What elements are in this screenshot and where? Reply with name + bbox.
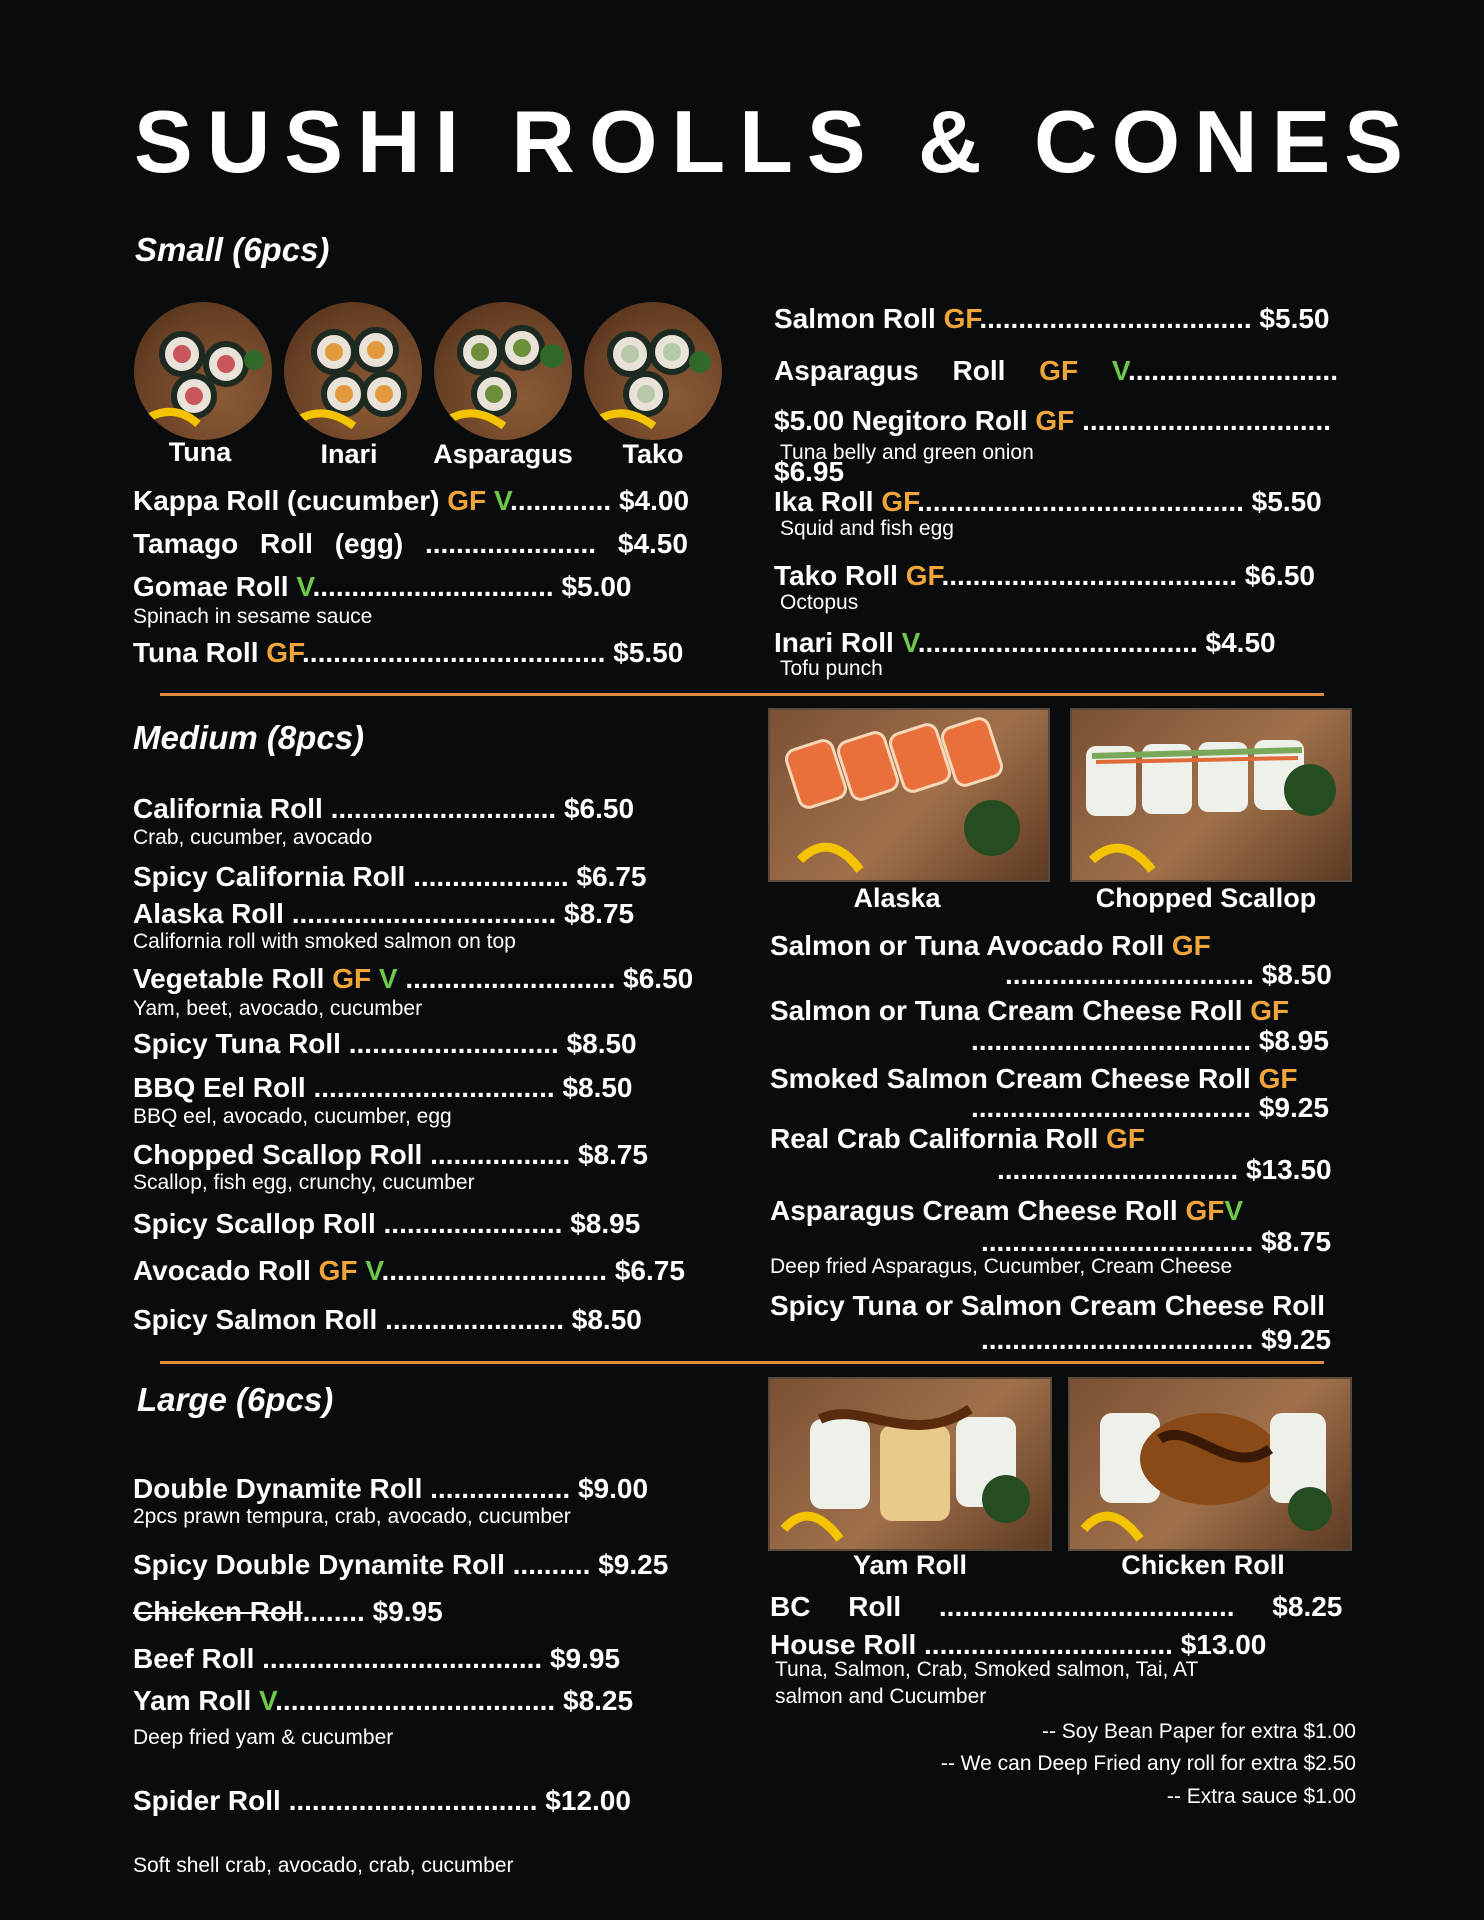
menu-item: Spicy California Roll .................... $6.75	[133, 861, 647, 892]
menu-item-description: Deep fried yam & cucumber	[133, 1726, 394, 1749]
menu-item: BBQ Eel Roll ............................... $8.50	[133, 1072, 633, 1103]
menu-item: Salmon or Tuna Avocado Roll GF	[770, 930, 1211, 961]
menu-item: Salmon or Tuna Cream Cheese Roll GF	[770, 995, 1290, 1026]
menu-item: Chicken Roll........ $9.95	[133, 1596, 443, 1627]
menu-item-description: Soft shell crab, avocado, crab, cucumber	[133, 1854, 514, 1877]
menu-item: $5.00 Negitoro Roll GF ................................	[774, 405, 1332, 436]
photo-caption-chopped-scallop: Chopped Scallop	[1095, 883, 1317, 913]
section-divider	[160, 1361, 1324, 1364]
page-title: SUSHI ROLLS & CONES	[134, 92, 1417, 191]
menu-item-description: Scallop, fish egg, crunchy, cucumber	[133, 1171, 475, 1194]
menu-item-price-line: ............................... $13.50	[997, 1154, 1332, 1185]
menu-item: Spicy Double Dynamite Roll .......... $9.25	[133, 1549, 669, 1580]
menu-item: Spicy Tuna or Salmon Cream Cheese Roll	[770, 1290, 1325, 1321]
menu-item: Kappa Roll (cucumber) GF V............. $4.00	[133, 485, 690, 516]
menu-item: Ika Roll GF.......................................... $5.50	[774, 486, 1322, 517]
menu-note: -- Soy Bean Paper for extra $1.00	[1041, 1720, 1356, 1743]
menu-item-description: Tofu punch	[780, 657, 883, 680]
photo-caption-yam-roll: Yam Roll	[852, 1550, 968, 1580]
tuna-roll-photo	[134, 302, 272, 440]
inari-roll-photo	[284, 302, 422, 440]
thumb-caption-inari: Inari	[320, 439, 378, 469]
yam-roll-photo	[768, 1377, 1052, 1551]
menu-item-description: Crab, cucumber, avocado	[133, 826, 373, 849]
menu-item-description: Octopus	[780, 591, 859, 614]
photo-caption-alaska: Alaska	[853, 883, 941, 913]
menu-item: Chopped Scallop Roll .................. $8.75	[133, 1139, 649, 1170]
menu-item-description: Squid and fish egg	[780, 517, 954, 540]
alaska-roll-photo	[768, 708, 1050, 882]
menu-item-price-line: ................................ $8.50	[1005, 959, 1332, 990]
menu-item: Asparagus Cream Cheese Roll GFV	[770, 1195, 1244, 1226]
menu-item: Spicy Salmon Roll ....................... $8.50	[133, 1304, 642, 1335]
menu-item-description: Spinach in sesame sauce	[133, 605, 373, 628]
thumb-caption-tako: Tako	[622, 439, 684, 469]
menu-item: Vegetable Roll GF V ........................... $6.50	[133, 963, 694, 994]
chicken-roll-photo	[1068, 1377, 1352, 1551]
menu-item: Real Crab California Roll GF	[770, 1123, 1145, 1154]
menu-item: Tamago Roll (egg) ...................... $4.50	[133, 528, 688, 559]
photo-caption-chicken-roll: Chicken Roll	[1121, 1550, 1285, 1580]
menu-item: Beef Roll .................................... $9.95	[133, 1643, 621, 1674]
menu-item-description: Yam, beet, avocado, cucumber	[133, 997, 423, 1020]
menu-item: House Roll ................................ $13.00	[770, 1629, 1267, 1660]
menu-item: Double Dynamite Roll .................. $9.00	[133, 1473, 649, 1504]
thumb-caption-tuna: Tuna	[168, 437, 232, 467]
menu-item-price: $6.95	[774, 456, 845, 487]
menu-item: Salmon Roll GF................................... $5.50	[774, 303, 1330, 334]
menu-item: Yam Roll V.................................... $8.25	[133, 1685, 634, 1716]
menu-item-price-line: .................................... $9.25	[971, 1092, 1329, 1123]
menu-item: Tuna Roll GF....................................... $5.50	[133, 637, 684, 668]
section-heading-medium: Medium (8pcs)	[133, 719, 365, 756]
menu-item: Tako Roll GF...................................... $6.50	[774, 560, 1315, 591]
tako-roll-photo	[584, 302, 722, 440]
menu-item-description: California roll with smoked salmon on top	[133, 930, 516, 953]
section-heading-small: Small (6pcs)	[135, 231, 330, 268]
chopped-scallop-roll-photo	[1070, 708, 1352, 882]
thumb-caption-asparagus: Asparagus	[433, 439, 573, 469]
menu-item: California Roll ............................. $6.50	[133, 793, 635, 824]
menu-item-description: Tuna belly and green onion	[780, 441, 1034, 464]
menu-item: Avocado Roll GF V............................. $6.75	[133, 1255, 685, 1286]
menu-item-price-line: ................................... $8.75	[981, 1226, 1332, 1257]
menu-item: BC Roll ...................................... $8.25	[770, 1591, 1343, 1622]
section-heading-large: Large (6pcs)	[137, 1381, 334, 1418]
menu-item: Inari Roll V.................................... $4.50	[774, 627, 1276, 658]
menu-item-price-line: ................................... $9.25	[981, 1324, 1332, 1355]
menu-item: Spicy Scallop Roll ....................... $8.95	[133, 1208, 641, 1239]
menu-item-description: BBQ eel, avocado, cucumber, egg	[133, 1105, 452, 1128]
menu-item-description: salmon and Cucumber	[775, 1685, 987, 1708]
menu-item-description: Deep fried Asparagus, Cucumber, Cream Cheese	[770, 1255, 1233, 1278]
menu-item-description: 2pcs prawn tempura, crab, avocado, cucumber	[133, 1505, 571, 1528]
section-divider	[160, 693, 1324, 696]
asparagus-roll-photo	[434, 302, 572, 440]
menu-note: -- Extra sauce $1.00	[1166, 1785, 1356, 1808]
menu-item: Smoked Salmon Cream Cheese Roll GF	[770, 1063, 1298, 1094]
menu-item-price-line: .................................... $8.95	[971, 1025, 1329, 1056]
menu-item: Alaska Roll .................................. $8.75	[133, 898, 635, 929]
menu-note: -- We can Deep Fried any roll for extra $2.50	[940, 1752, 1356, 1775]
menu-item: Gomae Roll V............................... $5.00	[133, 571, 632, 602]
menu-item: Spider Roll ................................ $12.00	[133, 1785, 631, 1816]
menu-item: Spicy Tuna Roll ........................... $8.50	[133, 1028, 637, 1059]
menu-item: Asparagus Roll GF V...........................	[774, 355, 1338, 386]
menu-item-description: Tuna, Salmon, Crab, Smoked salmon, Tai, AT	[775, 1658, 1199, 1681]
